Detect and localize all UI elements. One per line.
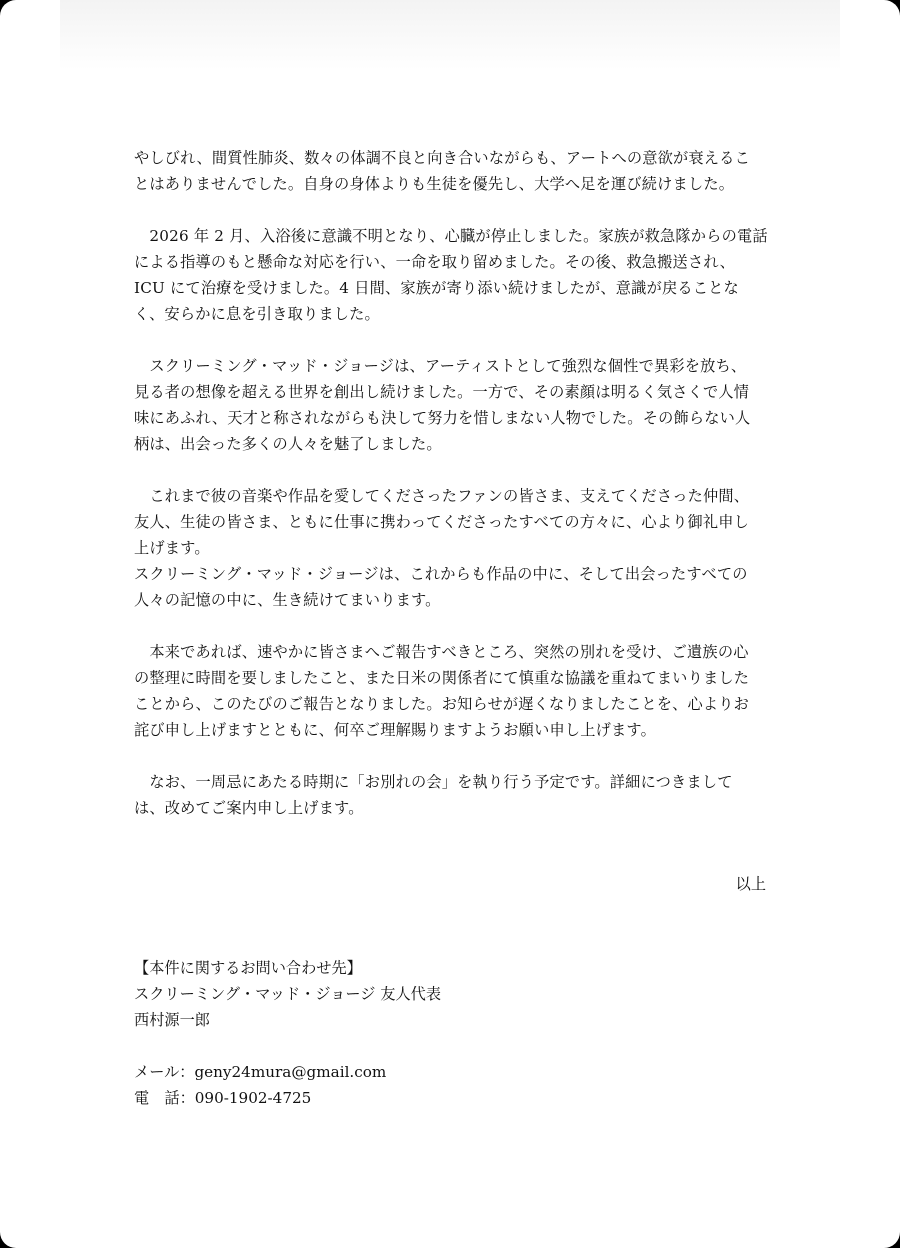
paragraph-line: 2026 年 2 月、入浴後に意識不明となり、心臓が停止しました。家族が救急隊からの電話 xyxy=(134,227,768,245)
top-shadow xyxy=(60,0,840,70)
paragraph-line: は、改めてご案内申し上げます。 xyxy=(134,799,364,817)
contact-spacer xyxy=(134,1033,774,1059)
paragraph-line: 友人、生徒の皆さま、ともに仕事に携わってくださったすべての方々に、心より御礼申し xyxy=(134,513,750,531)
paragraph-line: 本来であれば、速やかに皆さまへご報告すべきところ、突然の別れを受け、ご遺族の心 xyxy=(134,643,749,661)
contact-heading: 【本件に関するお問い合わせ先】 xyxy=(134,959,362,977)
paragraph-line: ことから、このたびのご報告となりました。お知らせが遅くなりましたことを、心よりお xyxy=(134,695,750,713)
document-body xyxy=(134,145,774,821)
contact-email: メール：geny24mura@gmail.com xyxy=(134,1063,387,1081)
paragraph-line: なお、一周忌にあたる時期に「お別れの会」を執り行う予定です。詳細につきまして xyxy=(134,773,733,791)
paragraph-line: 柄は、出会った多くの人々を魅了しました。 xyxy=(134,435,442,453)
paragraph-line: とはありませんでした。自身の身体よりも生徒を優先し、大学へ足を運び続けました。 xyxy=(134,175,735,193)
paragraph-line: 人々の記憶の中に、生き続けてまいります。 xyxy=(134,591,441,609)
paragraph-3 xyxy=(134,353,774,457)
paragraph-line: 詫び申し上げますとともに、何卒ご理解賜りますようお願い申し上げます。 xyxy=(134,721,656,739)
paragraph-line: く、安らかに息を引き取りました。 xyxy=(134,305,380,323)
paragraph-line: の整理に時間を要しましたこと、また日米の関係者にて慎重な協議を重ねてまいりました xyxy=(134,669,750,687)
paragraph-5 xyxy=(134,639,774,743)
paragraph-6 xyxy=(134,769,774,821)
paragraph-line: 上げます。 xyxy=(134,539,210,557)
paragraph-line: スクリーミング・マッド・ジョージは、これからも作品の中に、そして出会ったすべての xyxy=(134,565,748,583)
paragraph-2 xyxy=(134,223,774,327)
closing-remark: 以上 xyxy=(735,875,766,893)
paragraph-line: 味にあふれ、天才と称されながらも決して努力を惜しまない人物でした。その飾らない人 xyxy=(134,409,751,427)
contact-name: 西村源一郎 xyxy=(134,1011,210,1029)
paragraph-4 xyxy=(134,483,774,613)
paragraph-line: やしびれ、間質性肺炎、数々の体調不良と向き合いながらも、アートへの意欲が衰えるこ xyxy=(134,149,750,167)
paragraph-1 xyxy=(134,145,774,197)
paragraph-line: これまで彼の音楽や作品を愛してくださったファンの皆さま、支えてくださった仲間、 xyxy=(134,487,750,505)
paragraph-line: スクリーミング・マッド・ジョージは、アーティストとして強烈な個性で異彩を放ち、 xyxy=(134,357,747,375)
paragraph-line: 見る者の想像を超える世界を創出し続けました。一方で、その素顔は明るく気さくで人情 xyxy=(134,383,750,401)
contact-organization: スクリーミング・マッド・ジョージ 友人代表 xyxy=(134,985,442,1003)
paragraph-line: による指導のもと懸命な対応を行い、一命を取り留めました。その後、救急搬送され、 xyxy=(134,253,736,271)
contact-block xyxy=(134,955,774,1111)
contact-phone: 電 話：090-1902-4725 xyxy=(134,1089,312,1107)
paragraph-line: ICU にて治療を受けました。4 日間、家族が寄り添い続けましたが、意識が戻ることな xyxy=(134,279,739,297)
